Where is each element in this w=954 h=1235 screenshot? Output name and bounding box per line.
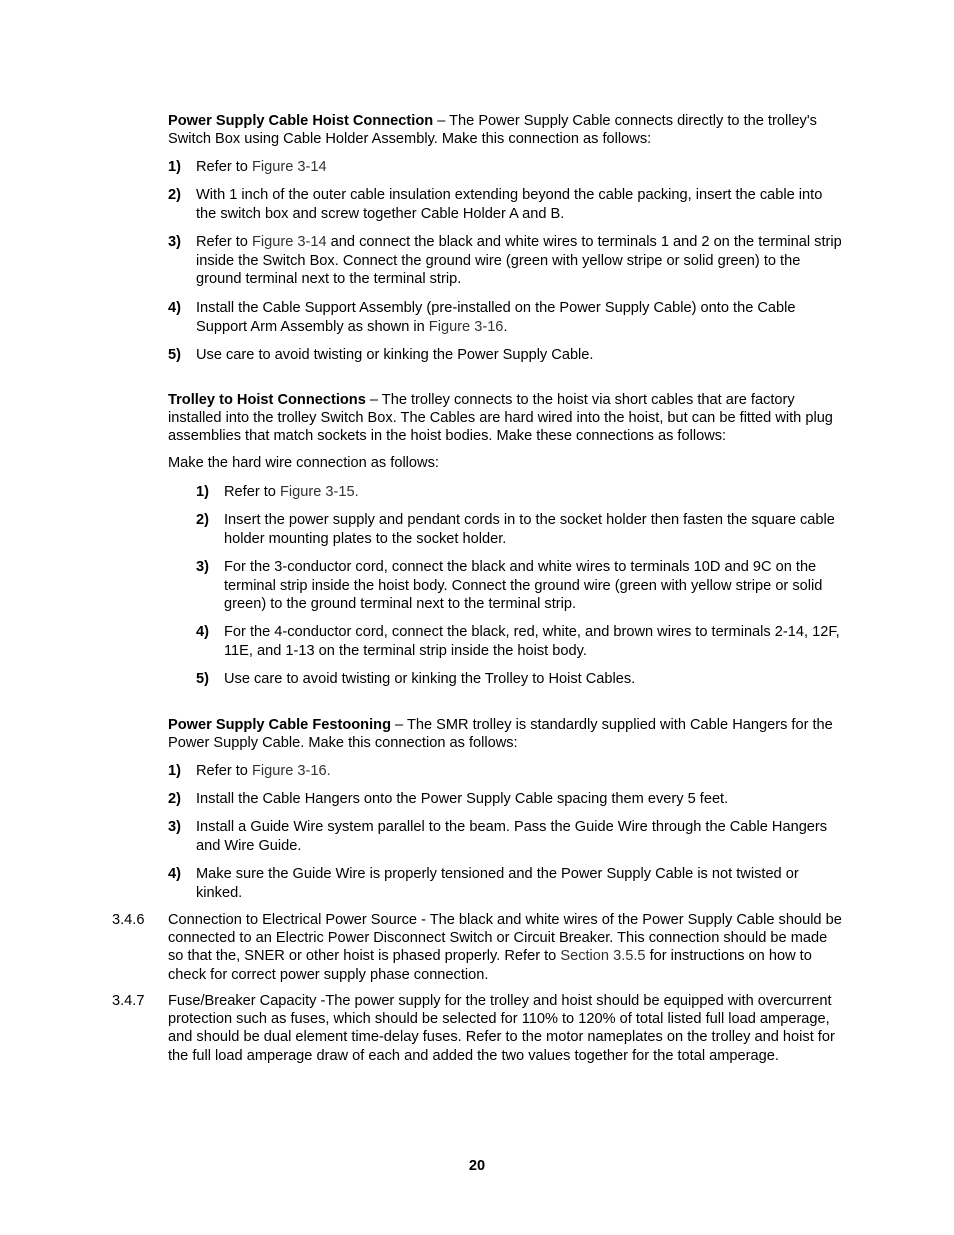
- page-number: 20: [468, 1158, 486, 1174]
- figure-link[interactable]: Figure 3-14: [251, 234, 327, 250]
- section-number: 3.4.6: [112, 912, 145, 928]
- document-page: Power Supply Cable Hoist Connection – The Power Supply Cable connects directly to the trolley's Switch Box using Cable Holder Assembly. Make this connection as follows: 1) Refer to Figure 3-14 2) With 1 inch of the outer cable insulation extending beyond the cable packing, insert the cable into the switch box and screw together Cable Holder A and B. 3) Refer to Figure 3-14 and connect the black and white wires to terminals 1 and 2 on the terminal strip inside the Switch Box. Connect the ground wire (green with yellow stripe or solid green) to the ground terminal next to the terminal strip. 4) Install the Cable Support Assembly (pre-installed on the Power Supply Cable) onto the Cable Support Arm Assembly as shown in Figure 3-16. 5) Use care to avoid twisting or kinking the Power Supply Cable. Trolley to Hoist Connections – The trolley connects to the hoist via short cables that are factory installed into the trolley Switch Box. The Cables are hard wired into the hoist, but can be fitted with plug assemblies that match sockets in the hoist bodies. Make these connections as follows: Make the hard wire connection as follows: 1) Refer to Figure 3-15. 2) Insert the power supply and pendant cords in to the socket holder then fasten the square cable holder mounting plates to the socket holder. 3) For the 3-conductor cord, connect the black and white wires to terminals 10D and 9C on the terminal strip inside the hoist body. Connect the ground wire (green with yellow stripe or solid green) to the ground terminal next to the terminal strip. 4) For the 4-conductor cord, connect the black, red, white, and brown wires to terminals 2-14, 12F, 11E, and 1-13 on the terminal strip inside the hoist body. 5) Use care to avoid twisting or kinking the Trolley to Hoist Cables. Power Supply Cable Festooning – The SMR trolley is standardly supplied with Cable Hangers for the Power Supply Cable. Make this connection as follows: 1) Refer to Figure 3-16. 2) Install the Cable Hangers onto the Power Supply Cable spacing them every 5 feet. 3) Install a Guide Wire system parallel to the beam. Pass the Guide Wire through the Cable Hangers and Wire Guide. 4) Make sure the Guide Wire is properly tensioned and the Power Supply Cable is not twisted or kinked. 3.4.6 Connection to Electrical Power Source - The black and white wires of the Power Supply Cable should be connected to an Electric Power Disconnect Switch or Circuit Breaker. This connection should be made so that the, SNER or other hoist is phased properly. Refer to Section 3.5.5 for instructions on how to check for correct power supply phase connection. 3.4.7 Fuse/Breaker Capacity -The power supply for the trolley and hoist should be equipped with overcurrent protection such as fuses, which should be selected for 110% to 120% of total listed full load amperage, and should be dual element time-delay fuses. Refer to the motor nameplates on the trolley and hoist for the full load amperage draw of each and added the two values together for the total amperage. 20: [0, 0, 954, 1235]
- section-heading: Power Supply Cable Hoist Connection: [168, 113, 434, 129]
- section-festooning-intro: Power Supply Cable Festooning – The SMR trolley is standardly supplied with Cable Hangers for the Power Supply Cable. Make this connection as follows:: [168, 717, 833, 752]
- section-heading: Power Supply Cable Festooning: [168, 717, 391, 733]
- figure-link[interactable]: Figure 3-15.: [279, 484, 359, 500]
- section-power-supply-intro: Power Supply Cable Hoist Connection – The Power Supply Cable connects directly to the trolley's Switch Box using Cable Holder Assembly. Make this connection as follows:: [168, 113, 817, 148]
- section-number: 3.4.7: [112, 993, 145, 1009]
- figure-link[interactable]: Figure 3-14: [251, 159, 327, 175]
- section-trolley-hoist-intro: Trolley to Hoist Connections – The trolley connects to the hoist via short cables that are factory installed into the trolley Switch Box. The Cables are hard wired into the hoist, but can be fitted with plug assemblies that match sockets in the hoist bodies. Make these connections as follows:: [168, 392, 833, 445]
- figure-link[interactable]: Figure 3-16.: [251, 763, 331, 779]
- sub-intro: Make the hard wire connection as follows:: [168, 455, 439, 471]
- section-link[interactable]: Section 3.5.5: [560, 948, 646, 965]
- section-heading: Trolley to Hoist Connections: [168, 392, 366, 408]
- figure-link[interactable]: Figure 3-16: [428, 318, 504, 335]
